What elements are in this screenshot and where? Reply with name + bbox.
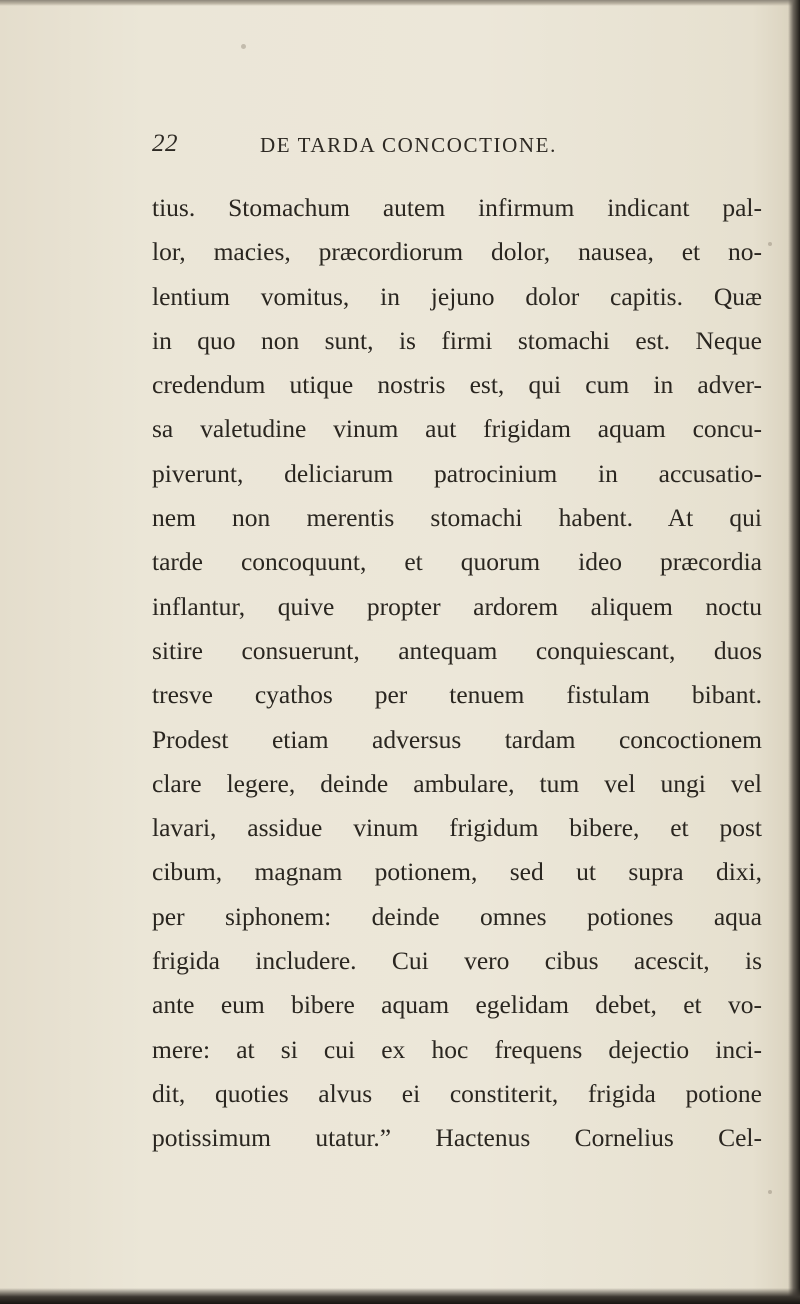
ink-speck <box>768 242 772 246</box>
text-line: potissimum utatur.” Hactenus Cornelius Cel- <box>152 1123 762 1153</box>
text-line: lentium vomitus, in jejuno dolor capitis. Quæ <box>152 281 762 311</box>
text-line: mere: at si cui ex hoc frequens dejectio inci- <box>152 1034 762 1064</box>
text-line: lavari, assidue vinum frigidum bibere, et post <box>152 813 762 843</box>
text-line: Prodest etiam adversus tardam concoctionem <box>152 724 762 754</box>
page-number: 22 <box>152 130 178 157</box>
text-line: frigida includere. Cui vero cibus acescit, is <box>152 946 762 976</box>
running-title: DE TARDA CONCOCTIONE. <box>260 133 557 157</box>
text-line: ante eum bibere aquam egelidam debet, et vo- <box>152 990 762 1020</box>
page-binding-edge <box>788 0 800 1304</box>
ink-speck <box>768 1190 772 1194</box>
ink-speck <box>241 44 246 49</box>
text-line: tius. Stomachum autem infirmum indicant pal- <box>152 193 762 222</box>
running-head <box>0 130 800 164</box>
text-line: dit, quoties alvus ei constiterit, frigida potione <box>152 1078 762 1108</box>
text-line: piverunt, deliciarum patrocinium in accusatio- <box>152 458 762 488</box>
text-line: in quo non sunt, is firmi stomachi est. Neque <box>152 325 762 355</box>
text-line: lor, macies, præcordiorum dolor, nausea, et no- <box>152 237 762 267</box>
page-bottom-edge <box>0 1288 800 1304</box>
text-line: credendum utique nostris est, qui cum in adver- <box>152 370 762 400</box>
page-top-edge <box>0 0 800 6</box>
text-line: per siphonem: deinde omnes potiones aqua <box>152 901 762 931</box>
text-line: cibum, magnam potionem, sed ut supra dixi, <box>152 857 762 887</box>
text-line: sitire consuerunt, antequam conquiescant, duos <box>152 635 762 665</box>
text-line: nem non merentis stomachi habent. At qui <box>152 503 762 533</box>
body-text <box>152 186 762 1161</box>
text-line: tresve cyathos per tenuem fistulam bibant. <box>152 680 762 710</box>
text-line: tarde concoquunt, et quorum ideo præcordia <box>152 547 762 577</box>
text-line: inflantur, quive propter ardorem aliquem noctu <box>152 591 762 621</box>
text-line: sa valetudine vinum aut frigidam aquam concu- <box>152 414 762 444</box>
text-line: clare legere, deinde ambulare, tum vel ungi vel <box>152 768 762 798</box>
